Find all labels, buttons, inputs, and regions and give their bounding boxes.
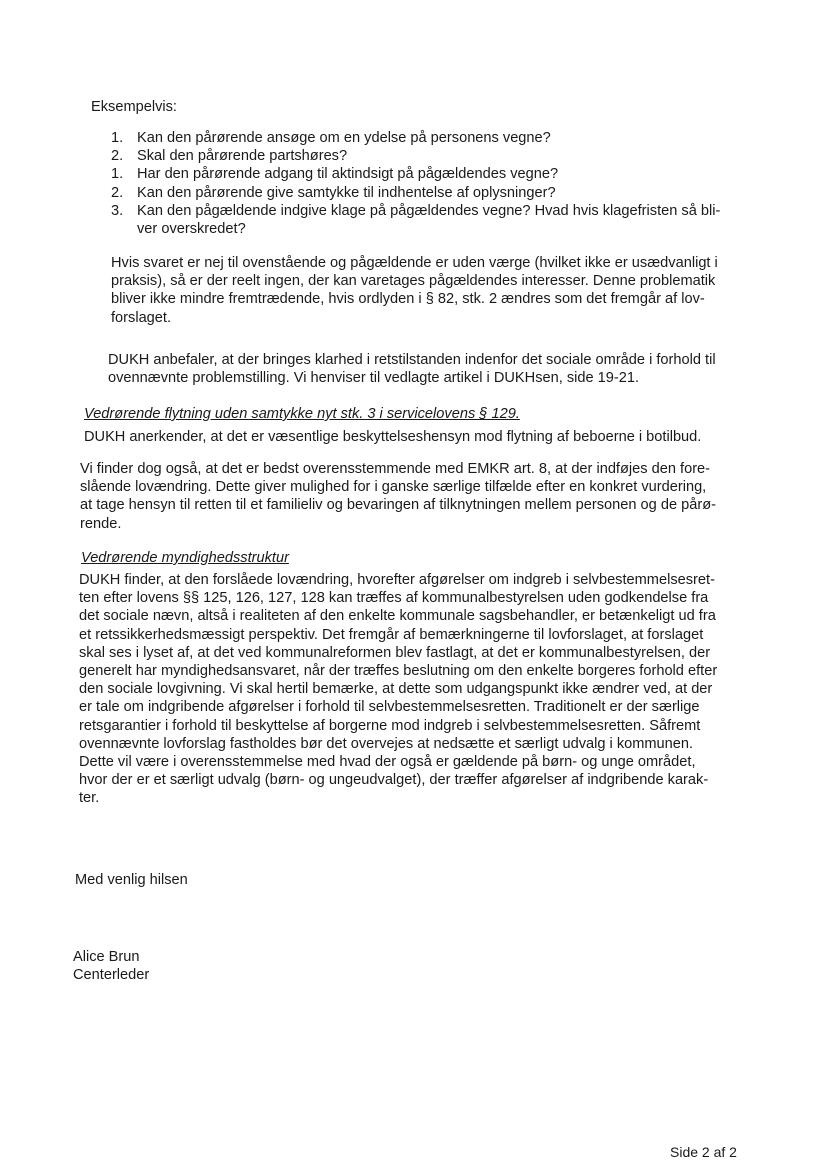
paragraph-emkr — [80, 460, 716, 533]
text-line: at tage hensyn til retten til et familieliv og bevaringen af tilknytningen mellem personen og de pårø- — [80, 497, 716, 514]
list-item — [111, 184, 720, 202]
text-line: Vi finder dog også, at det er bedst overensstemmende med EMKR art. 8, at der indføjes den fore- — [80, 461, 711, 477]
closing-greeting: Med venlig hilsen — [75, 872, 188, 888]
list-item-number: 2. — [111, 148, 124, 165]
text-line: hvor der er et særligt udvalg (børn- og ungeudvalget), der træffer afgørelser af indgribende karak- — [79, 772, 709, 789]
text-line: retsgarantier i forhold til beskyttelse af borgerne mod indgreb i selvbestemmelsesretten. Såfremt — [79, 717, 701, 734]
list-item-number: 1. — [111, 130, 124, 146]
text-line: DUKH finder, at den forslåede lovændring, hvorefter afgørelser om indgreb i selvbestemmelsesret- — [79, 572, 715, 588]
list-item — [111, 147, 720, 165]
text-line: Dette vil være i overensstemmelse med hvad der også er gældende på børn- og unge området, — [79, 754, 696, 771]
list-item-line: Har den pårørende adgang til aktindsigt på pågældendes vegne? — [137, 166, 559, 183]
text-line: skal ses i lyset af, at det ved kommunalreformen blev fastlagt, at det er kommunalbestyrelsen, der — [79, 644, 711, 661]
text-line: den sociale lovgivning. Vi skal hertil bemærke, at dette som udgangspunkt ikke ændrer ved, at der — [79, 681, 713, 698]
list-item — [111, 165, 720, 183]
list-item-line: Kan den pårørende give samtykke til indhentelse af oplysninger? — [137, 184, 556, 201]
list-item — [111, 129, 720, 147]
list-item-number: 1. — [111, 166, 124, 183]
paragraph-recommendation — [108, 351, 716, 387]
text-line: DUKH anerkender, at det er væsentlige beskyttelseshensyn mod flytning af beboerne i botilbud. — [84, 429, 702, 445]
paragraph-acknowledgement — [84, 428, 701, 446]
text-line: Hvis svaret er nej til ovenstående og pågældende er uden værge (hvilket ikke er usædvanligt i — [111, 255, 718, 271]
text-line: er tale om indgribende afgørelser i forhold til selvbestemmelsesretten. Traditionelt er der særlige — [79, 699, 700, 716]
text-line: rende. — [80, 515, 122, 532]
paragraph-answer-no — [111, 254, 718, 327]
signature-title: Centerleder — [73, 967, 150, 983]
text-line: det sociale nævn, altså i realiteten af den enkelte kommunale sagsbehandler, er betænkeligt ud fra — [79, 608, 716, 625]
heading-authority-structure: Vedrørende myndighedsstruktur — [81, 550, 289, 566]
signature-name: Alice Brun — [73, 949, 140, 965]
list-item-line: Kan den pågældende indgive klage på pågældendes vegne? Hvad hvis klagefristen så bli- — [137, 202, 721, 219]
text-line: forslaget. — [111, 309, 172, 326]
heading-relocation: Vedrørende flytning uden samtykke nyt stk. 3 i servicelovens § 129. — [84, 406, 520, 422]
paragraph-authority — [79, 571, 717, 808]
text-line: et retssikkerhedsmæssigt perspektiv. Det fremgår af bemærkningerne til lovforslaget, at forslaget — [79, 626, 704, 643]
text-line: bliver ikke mindre fremtrædende, hvis ordlyden i § 82, stk. 2 ændres som det fremgår af lov- — [111, 291, 705, 308]
text-line: DUKH anbefaler, at der bringes klarhed i retstilstanden indenfor det sociale område i forhold til — [108, 352, 716, 368]
example-list — [111, 129, 720, 238]
list-item-number: 2. — [111, 184, 124, 201]
text-line: ter. — [79, 790, 100, 807]
text-line: generelt har myndighedsansvaret, når der træffes beslutning om den enkelte borgeres forhold efter — [79, 663, 718, 680]
text-line: praksis), så er der reelt ingen, der kan varetages pågældendes interesser. Denne problematik — [111, 273, 716, 290]
list-item-line: Skal den pårørende partshøres? — [137, 148, 348, 165]
text-line: ovennævnte lovforslag fastholdes bør det overvejes at nedsætte et særligt udvalg i kommunen. — [79, 735, 694, 752]
text-line: slående lovændring. Dette giver mulighed for i ganske særlige tilfælde efter en konkret vurdering, — [80, 479, 707, 496]
list-item-line: ver overskredet? — [137, 221, 246, 238]
list-item-number: 3. — [111, 202, 124, 219]
text-line: ten efter lovens §§ 125, 126, 127, 128 kan træffes af kommunalbestyrelsen uden godkendelse fra — [79, 590, 709, 607]
list-item — [111, 202, 720, 238]
intro-text: Eksempelvis: — [91, 99, 177, 115]
text-line: ovennævnte problemstilling. Vi henviser til vedlagte artikel i DUKHsen, side 19-21. — [108, 370, 640, 387]
list-item-line: Kan den pårørende ansøge om en ydelse på personens vegne? — [137, 130, 551, 146]
page-number: Side 2 af 2 — [670, 1144, 737, 1160]
